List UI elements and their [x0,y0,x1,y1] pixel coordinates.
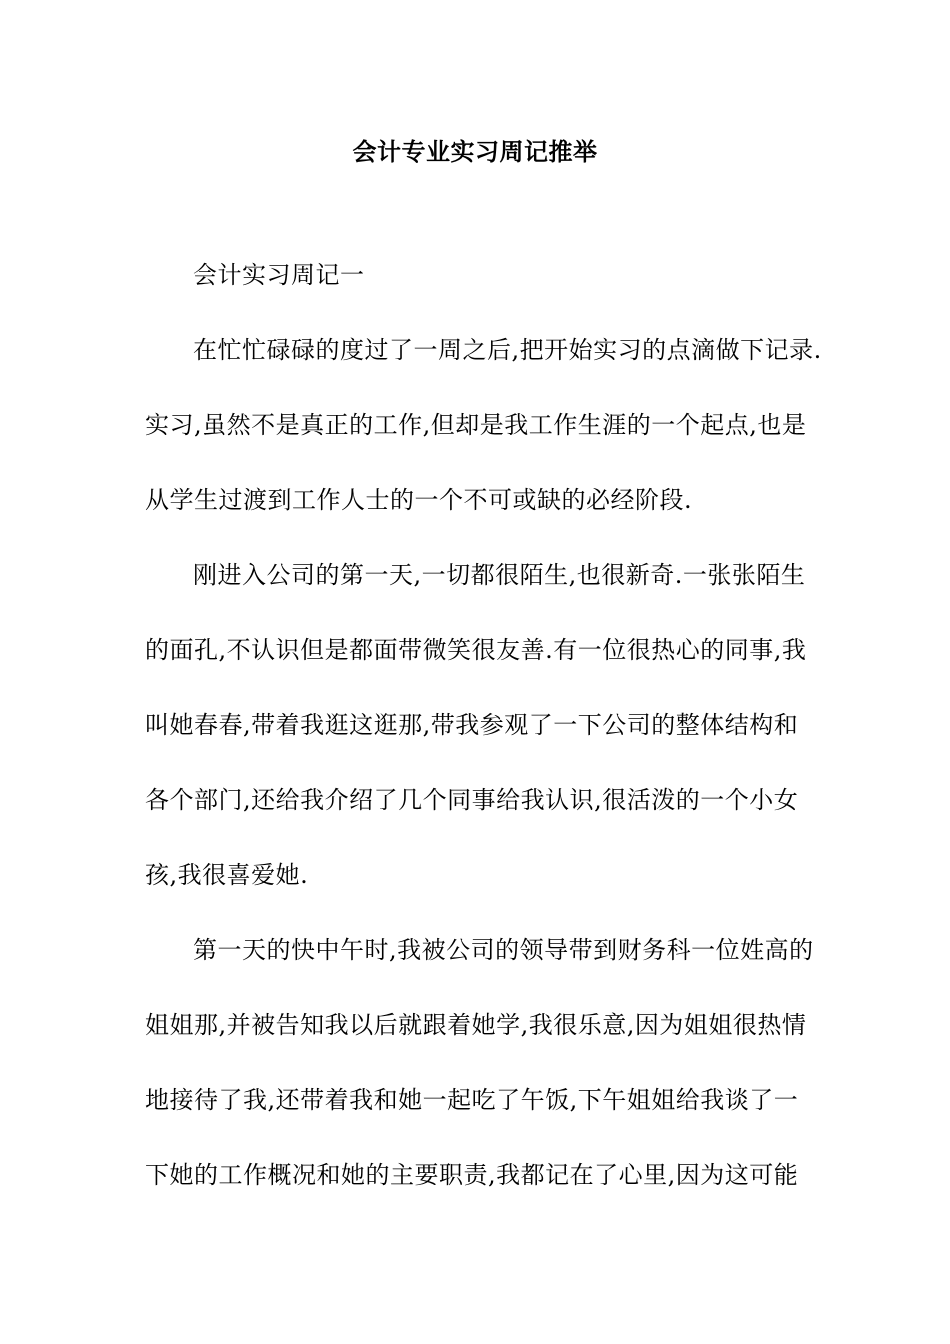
section-heading: 会计实习周记一 [193,261,365,289]
paragraph-line: 各个部门,还给我介绍了几个同事给我认识,很活泼的一个小女 [145,786,799,814]
paragraph-line: 的面孔,不认识但是都面带微笑很友善.有一位很热心的同事,我 [145,636,807,664]
paragraph-line: 地接待了我,还带着我和她一起吃了午饭,下午姐姐给我谈了一 [145,1086,799,1114]
paragraph-line: 叫她春春,带着我逛这逛那,带我参观了一下公司的整体结构和 [145,711,799,739]
paragraph-line: 第一天的快中午时,我被公司的领导带到财务科一位姓高的 [193,936,814,964]
paragraph-line: 姐姐那,并被告知我以后就跟着她学,我很乐意,因为姐姐很热情 [145,1011,807,1039]
paragraph-line: 刚进入公司的第一天,一切都很陌生,也很新奇.一张张陌生 [193,561,806,589]
paragraph-line: 从学生过渡到工作人士的一个不可或缺的必经阶段. [145,486,693,514]
paragraph-line: 实习,虽然不是真正的工作,但却是我工作生涯的一个起点,也是 [145,411,807,439]
paragraph-line: 孩,我很喜爱她. [145,861,309,889]
document-title: 会计专业实习周记推举 [352,137,598,166]
paragraph-line: 在忙忙碌碌的度过了一周之后,把开始实习的点滴做下记录. [193,336,822,364]
paragraph-line: 下她的工作概况和她的主要职责,我都记在了心里,因为这可能 [145,1161,799,1189]
